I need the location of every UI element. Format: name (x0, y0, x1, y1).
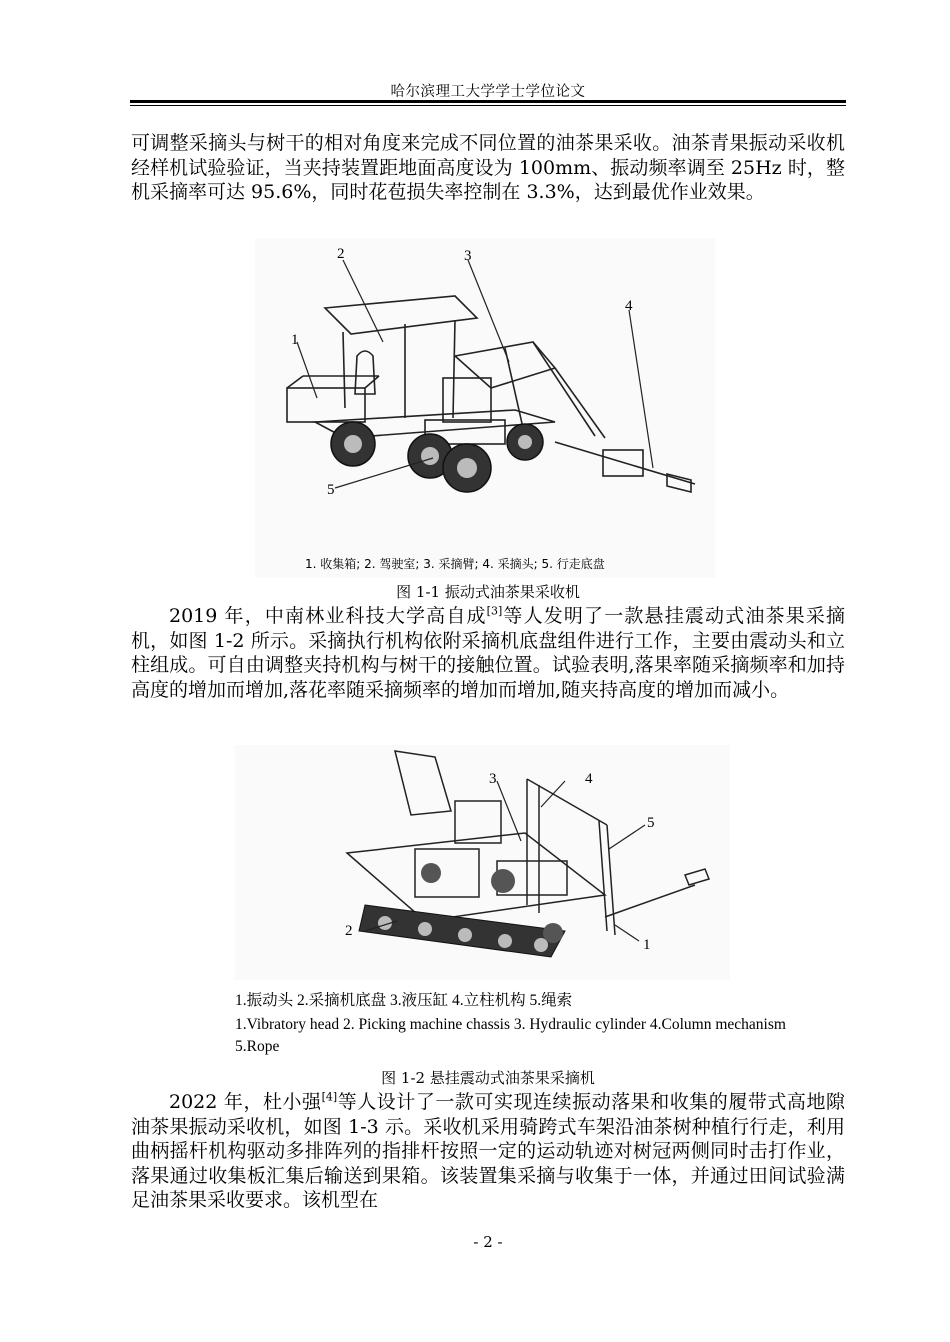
figure-1-2-legend-cn: 1.振动头 2.采摘机底盘 3.液压缸 4.立柱机构 5.绳索 (235, 992, 573, 1009)
fig2-label-3: 3 (489, 771, 497, 787)
header-rule-thin (130, 105, 846, 106)
fig2-label-4: 4 (585, 771, 593, 787)
paragraph-1: 可调整采摘头与树干的相对角度来完成不同位置的油茶果采收。油茶青果振动采收机经样机试验验证，当夹持装置距地面高度设为 100mm、振动频率调至 25Hz 时，整机采摘率可达 95.6%，同时花苞损失率控制在 3.3%，达到最优作业效果。 (131, 132, 845, 203)
paragraph-3: 2022 年，杜小强[4]等人设计了一款可实现连续振动落果和收集的履带式高地隙油茶果振动采收机，如图 1-3 示。采收机采用骑跨式车架沿油茶树种植行行走，利用曲柄摇杆机构驱动多排阵列的指排杆按照一定的运动轨迹对树冠两侧同时击打作业，落果通过收集板汇集后输送到果箱。该装置集采摘与收集于一体，并通过田间试验满足油茶果采收要求。该机型在 (131, 1090, 845, 1211)
fig1-label-1: 1 (291, 332, 299, 348)
fig2-label-1: 1 (643, 937, 651, 953)
header-rule-thick (130, 100, 846, 103)
fig2-label-5: 5 (647, 815, 655, 831)
citation-4: [4] (321, 1090, 338, 1104)
fig1-label-2: 2 (337, 246, 345, 262)
fig1-label-4: 4 (625, 298, 633, 314)
figure-1-1-illustration (255, 238, 715, 578)
figure-1-2-caption: 图 1-2 悬挂震动式油茶果采摘机 (381, 1069, 595, 1087)
citation-3: [3] (486, 604, 503, 618)
running-header: 哈尔滨理工大学学士学位论文 (390, 84, 586, 100)
page-number: - 2 - (473, 1233, 503, 1251)
figure-1-1-legend: 1. 收集箱; 2. 驾驶室; 3. 采摘臂; 4. 采摘头; 5. 行走底盘 (305, 557, 605, 571)
figure-1-1-caption: 图 1-1 振动式油茶果采收机 (396, 583, 580, 601)
paragraph-2: 2019 年，中南林业科技大学高自成[3]等人发明了一款悬挂震动式油茶果采摘机，如图 1-2 所示。采摘执行机构依附采摘机底盘组件进行工作，主要由震动头和立柱组成。可自由调整夹持机构与树干的接触位置。试验表明,落果率随采摘频率和加持高度的增加而增加,落花率随采摘频率的增加而增加,随夹持高度的增加而减小。 (131, 604, 845, 701)
fig1-label-3: 3 (464, 248, 472, 264)
fig1-label-5: 5 (327, 482, 335, 498)
figure-1-2-illustration (235, 745, 730, 980)
figure-1-2-legend-en: 1.Vibratory head 2. Picking machine chassis 3. Hydraulic cylinder 4.Column mechanism 5.Rope (235, 1016, 786, 1055)
fig2-label-2: 2 (345, 923, 353, 939)
